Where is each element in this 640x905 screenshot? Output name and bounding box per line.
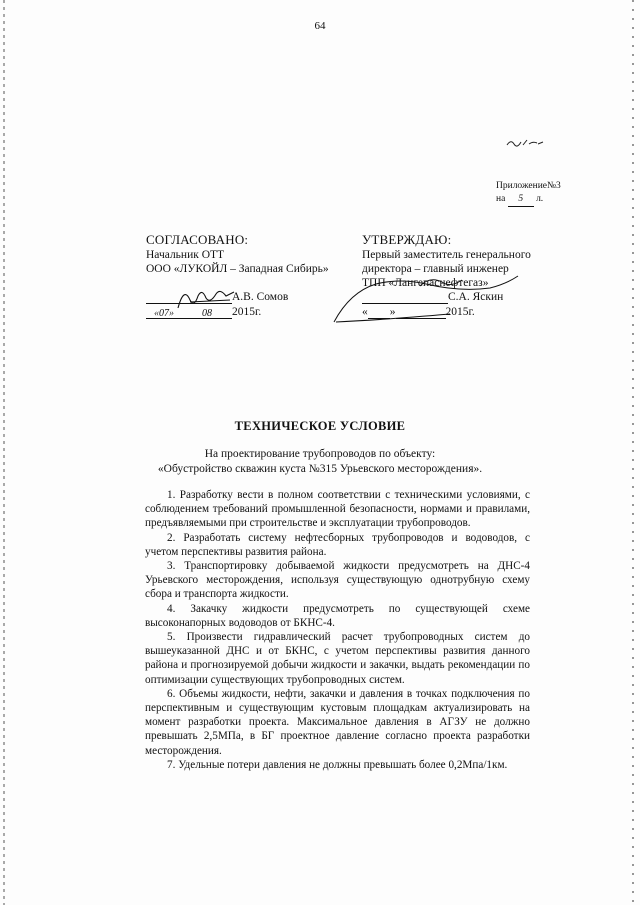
subtitle-line-1: На проектирование трубопроводов по объекту: <box>204 448 436 460</box>
approved-heading: УТВЕРЖДАЮ: <box>362 232 452 247</box>
approved-date-open: « <box>362 306 368 318</box>
paragraph: 7. Удельные потери давления не должны превышать более 0,2Мпа/1км. <box>167 758 508 771</box>
agreed-signature <box>170 278 250 318</box>
approved-position-2: директора – главный инженер <box>362 263 509 275</box>
paragraph: 2. Разработать систему нефтесборных трубопроводов и водоводов, с учетом перспективы развития района. <box>145 531 530 558</box>
appendix-pages <box>496 193 561 207</box>
appendix-on: на <box>496 194 506 204</box>
appendix-note <box>496 180 561 207</box>
paragraph: 3. Транспортировку добываемой жидкости предусмотреть на ДНС-4 Урьевского месторождения, используя существующую однотрубную схему сбора и транспорта жидкости. <box>145 560 530 601</box>
paragraph: 6. Объемы жидкости, нефти, закачки и давления в точках подключения по перспективным и существующим кустовым площадкам актуализировать на момент разработки проекта. Максимальное давления в АГЗУ не должно превышать 2,5МПа, в БГ проектное давление согласно проекта разработки месторождения. <box>145 687 530 757</box>
appendix-label: Приложение№3 <box>496 181 561 191</box>
approved-year: 2015г. <box>445 306 475 318</box>
paragraph: 1. Разработку вести в полном соответствии с техническими условиями, с соблюдением требований промышленной безопасности, нормами и правилами, предъявляемыми при строительстве и эксплуатации трубопроводов. <box>145 489 530 530</box>
handwritten-mark <box>505 135 545 149</box>
document-title: ТЕХНИЧЕСКОЕ УСЛОВИЕ <box>234 419 406 433</box>
agreed-year: 2015г. <box>232 306 262 318</box>
agreed-date-month: 08 <box>182 307 232 319</box>
approved-position-1: Первый заместитель генерального <box>362 249 531 261</box>
agreed-org: ООО «ЛУКОЙЛ – Западная Сибирь» <box>146 263 329 275</box>
agreed-date-day: «07» <box>146 307 182 319</box>
approved-signer: С.А. Яскин <box>448 291 504 303</box>
approved-signature <box>330 262 530 332</box>
paragraph: 5. Произвести гидравлический расчет трубопроводных систем до вышеуказанной ДНС и от БКНС, с учетом перспективы развития данного района и прогнозируемой добычи жидкости и закачки, выдать рекомендации по оптимизации существующих трубопроводных систем. <box>145 631 530 686</box>
paragraph: 4. Закачку жидкости предусмотреть по существующей схеме высоконапорных водоводов от БКНС-4. <box>145 602 530 629</box>
approved-date-close: » <box>389 306 396 318</box>
subtitle-line-2: «Обустройство скважин куста №315 Урьевского месторождения». <box>157 463 483 475</box>
appendix-pages-suffix: л. <box>536 194 544 204</box>
page-number: 64 <box>314 20 326 32</box>
agreed-heading: СОГЛАСОВАНО: <box>146 232 249 247</box>
document-subtitle <box>0 447 640 477</box>
appendix-pages-count: 5 <box>508 193 534 207</box>
agreed-signer: А.В. Сомов <box>232 291 289 303</box>
document-body <box>145 488 530 772</box>
approved-org: ТПП «Лангепаснефтегаз» <box>362 277 489 289</box>
agreed-position: Начальник ОТТ <box>146 249 225 261</box>
